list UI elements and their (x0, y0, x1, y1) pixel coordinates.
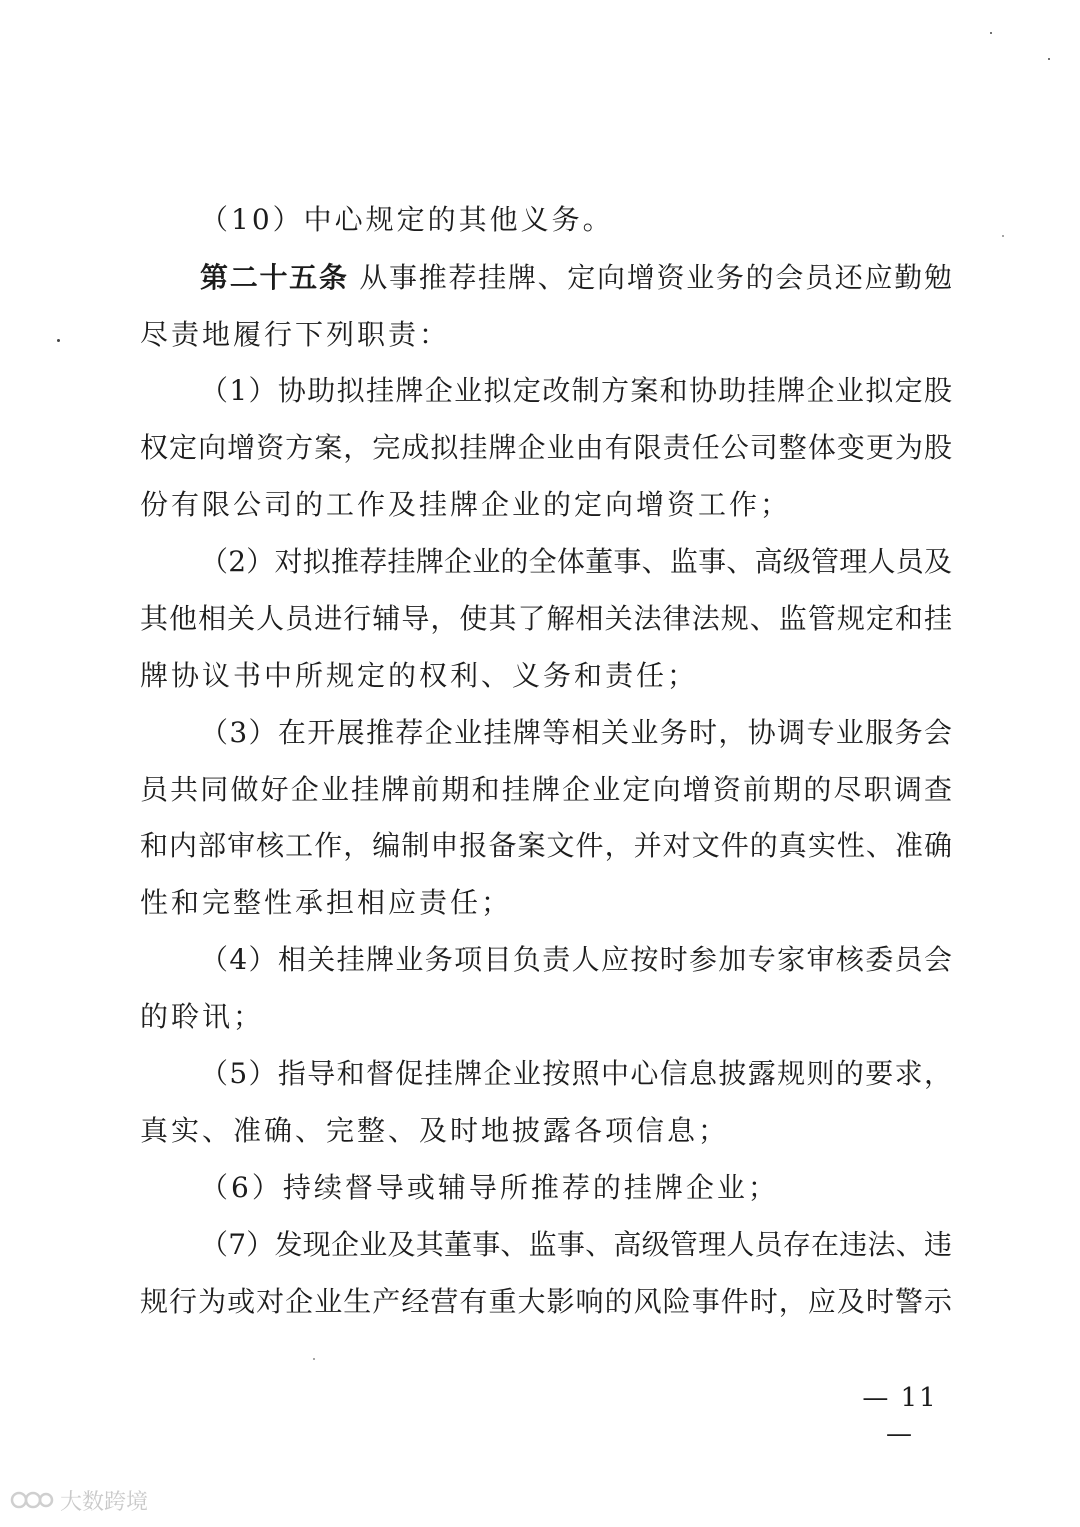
text-line: （6）持续督导或辅导所推荐的挂牌企业； (200, 1171, 779, 1204)
text-line: 的聆讯； (140, 1000, 265, 1033)
scan-speck (57, 339, 60, 342)
watermark (10, 1485, 148, 1515)
scan-speck (313, 1358, 315, 1360)
text-line: 权定向增资方案，完成拟挂牌企业由有限责任公司整体变更为股 (140, 431, 952, 464)
scan-speck (990, 32, 992, 34)
brand-logo-icon (10, 1488, 54, 1512)
watermark-text: 大数跨境 (60, 1489, 149, 1515)
text-line: 尽责地履行下列职责： (140, 318, 451, 351)
text-line: （10）中心规定的其他义务。 (200, 203, 614, 236)
article-25-heading-line (200, 258, 952, 298)
text-line: 牌协议书中所规定的权利、义务和责任； (140, 659, 699, 692)
text-line: （3）在开展推荐企业挂牌等相关业务时，协调专业服务会 (200, 716, 952, 749)
text-line: 份有限公司的工作及挂牌企业的定向增资工作； (140, 488, 792, 521)
article-text: 从事推荐挂牌、定向增资业务的会员还应勤勉 (359, 261, 952, 294)
text-line: 员共同做好企业挂牌前期和挂牌企业定向增资前期的尽职调查 (140, 773, 952, 806)
page-number: — 11 — (862, 1383, 938, 1449)
text-line: 规行为或对企业生产经营有重大影响的风险事件时，应及时警示 (140, 1285, 952, 1318)
text-line: （4）相关挂牌业务项目负责人应按时参加专家审核委员会 (200, 943, 952, 976)
text-line: 性和完整性承担相应责任； (140, 886, 513, 919)
article-title: 第二十五条 (200, 261, 349, 294)
text-line: （7）发现企业及其董事、监事、高级管理人员存在违法、违 (200, 1228, 952, 1261)
text-line: 和内部审核工作，编制申报备案文件，并对文件的真实性、准确 (140, 829, 952, 862)
text-line: （5）指导和督促挂牌企业按照中心信息披露规则的要求， (200, 1057, 952, 1090)
text-line: （2）对拟推荐挂牌企业的全体董事、监事、高级管理人员及 (200, 545, 952, 578)
text-line: 真实、准确、完整、及时地披露各项信息； (140, 1114, 730, 1147)
scan-speck (1048, 58, 1050, 60)
text-line: 其他相关人员进行辅导，使其了解相关法律法规、监管规定和挂 (140, 602, 952, 635)
text-line: （1）协助拟挂牌企业拟定改制方案和协助挂牌企业拟定股 (200, 374, 952, 407)
scan-speck (1002, 235, 1004, 237)
